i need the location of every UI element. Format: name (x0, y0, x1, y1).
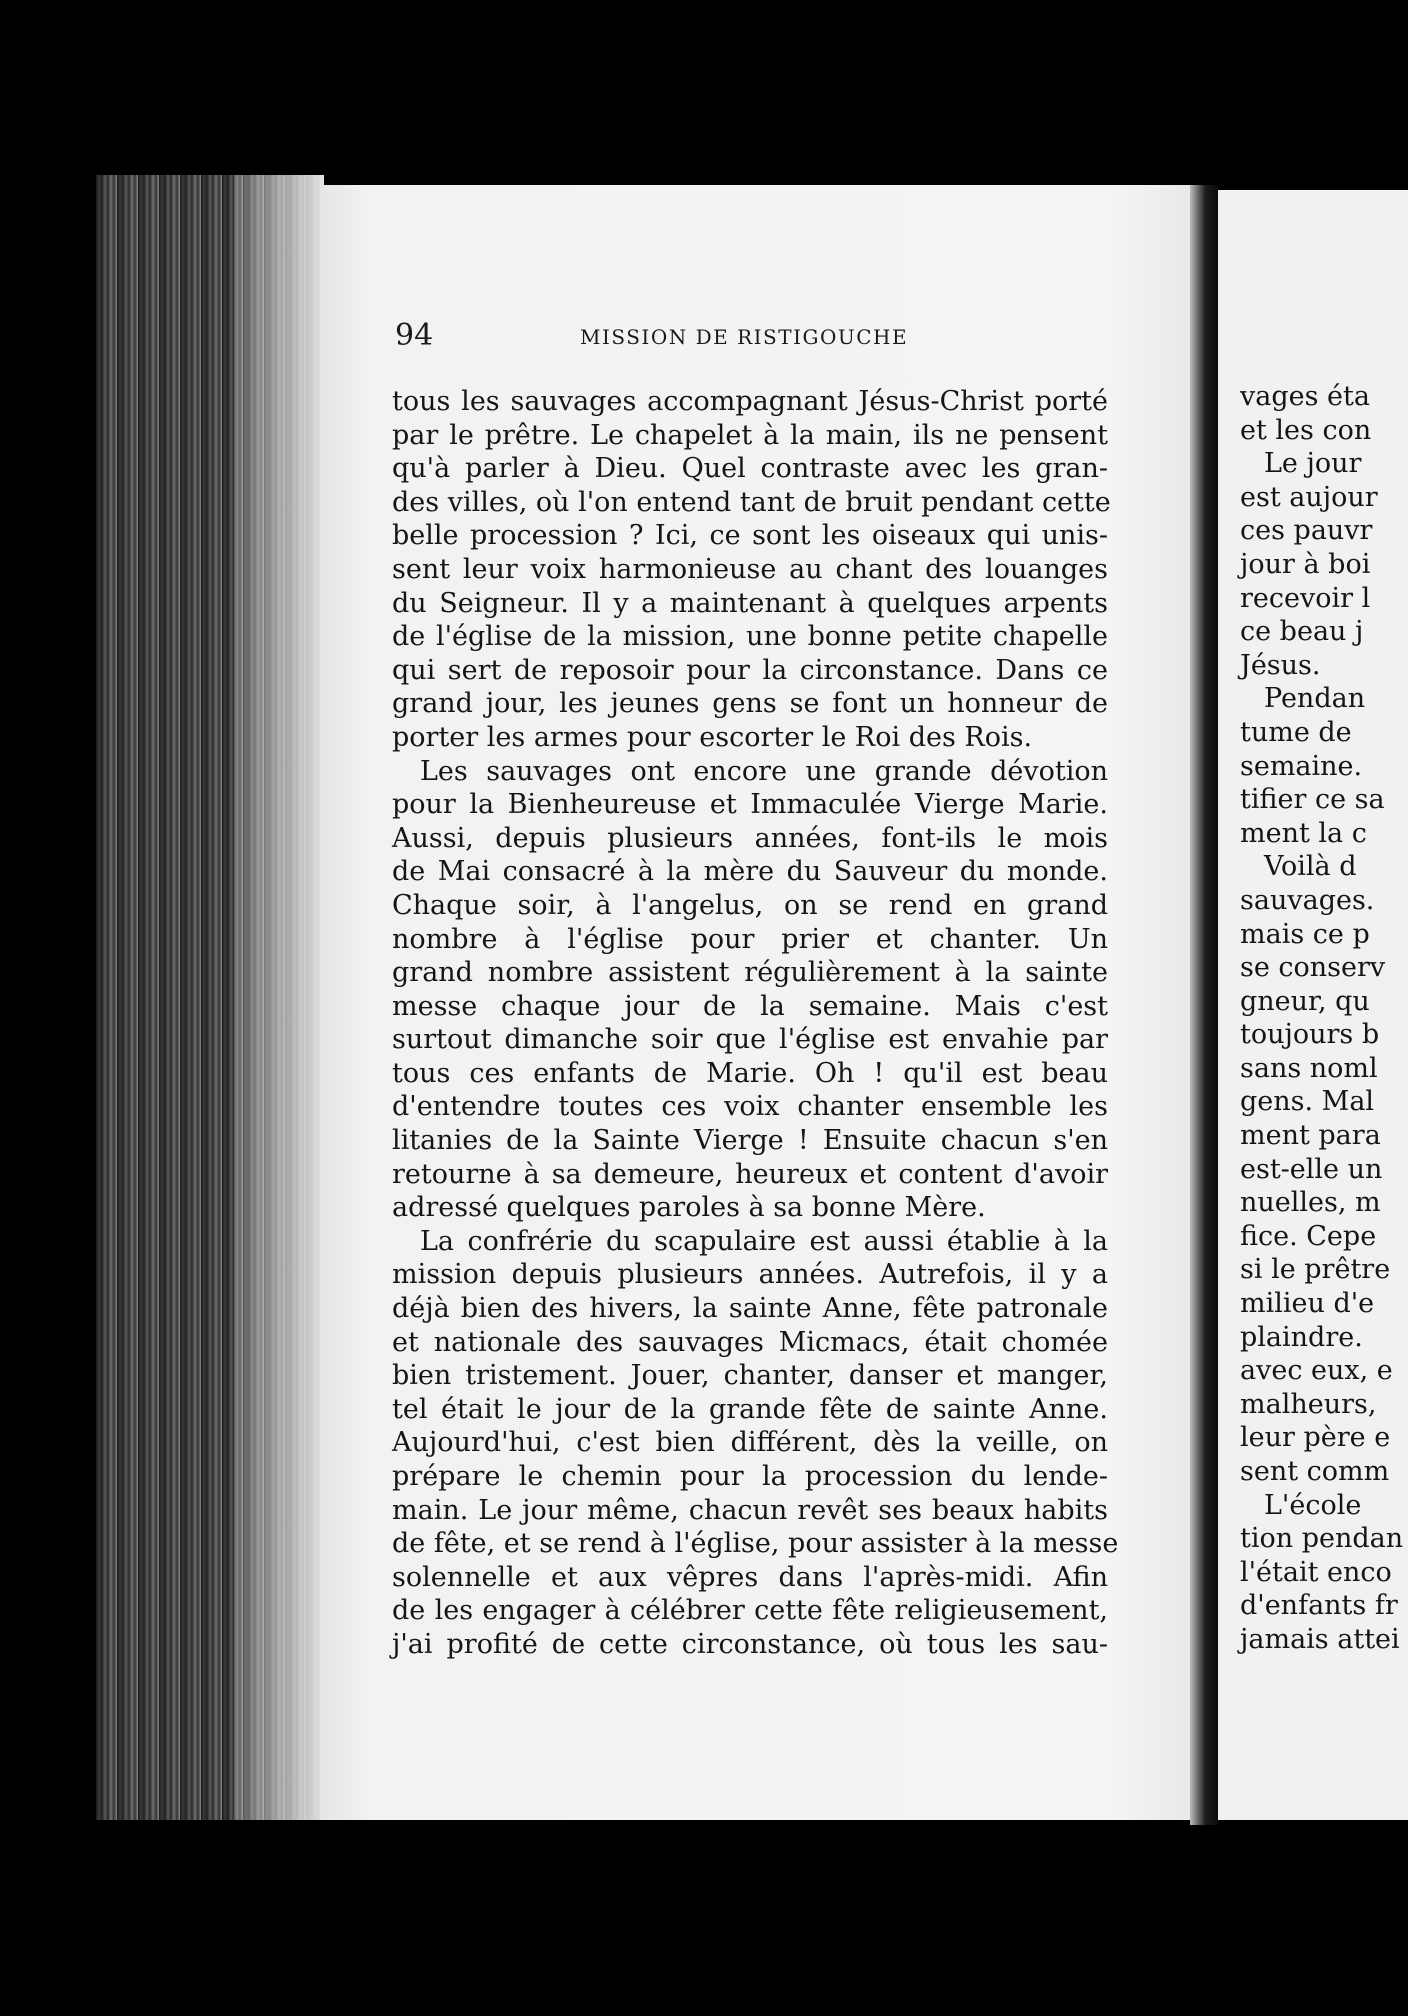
text-line: Chaque soir, à l'angelus, on se rend en grand (392, 889, 1108, 921)
text-line: recevoir l (1240, 582, 1371, 614)
text-line: porter les armes pour escorter le Roi des Rois. (392, 721, 1033, 753)
text-line: litanies de la Sainte Vierge ! Ensuite chacun s'en (392, 1125, 1108, 1157)
text-line: Le jour (1264, 448, 1362, 480)
left-page-body-text (392, 385, 1119, 1662)
text-line: bien tristement. Jouer, chanter, danser et manger, (392, 1360, 1108, 1392)
text-line: sans noml (1240, 1052, 1378, 1084)
text-line: L'école (1264, 1489, 1362, 1521)
text-line: est-elle un (1240, 1153, 1383, 1185)
text-line: solennelle et aux vêpres dans l'après-midi. Afin (392, 1561, 1108, 1593)
text-line: qui sert de reposoir pour la circonstance. Dans ce (392, 654, 1108, 686)
text-line: jamais attei (1240, 1623, 1400, 1655)
text-line: nuelles, m (1240, 1187, 1381, 1219)
text-line: Aussi, depuis plusieurs années, font-ils le mois (392, 822, 1108, 854)
text-line: tume de (1240, 716, 1352, 748)
text-line: qu'à parler à Dieu. Quel contraste avec les gran- (392, 453, 1108, 485)
text-line: main. Le jour même, chacun revêt ses beaux habits (392, 1494, 1108, 1526)
text-line: tel était le jour de la grande fête de sainte Anne. (392, 1393, 1108, 1425)
text-line: belle procession ? Ici, ce sont les oiseaux qui unis- (392, 520, 1108, 552)
right-page-body-text (1240, 380, 1408, 1657)
text-line: ces pauvr (1240, 515, 1373, 547)
text-line: de l'église de la mission, une bonne petite chapelle (392, 621, 1108, 653)
text-line: tifier ce sa (1240, 784, 1385, 816)
text-line: Pendan (1264, 683, 1366, 715)
text-line: pour la Bienheureuse et Immaculée Vierge Marie. (392, 789, 1108, 821)
text-line: Les sauvages ont encore une grande dévotion (420, 755, 1108, 787)
text-line: Jésus. (1240, 649, 1321, 681)
text-line: gens. Mal (1240, 1086, 1375, 1118)
text-line: La confrérie du scapulaire est aussi établie à la (420, 1225, 1108, 1257)
text-line: nombre à l'église pour prier et chanter. Un (392, 923, 1108, 955)
text-line: fice. Cepe (1240, 1220, 1377, 1252)
text-line: jour à boi (1240, 548, 1371, 580)
text-line: tous ces enfants de Marie. Oh ! qu'il est beau (392, 1057, 1108, 1089)
text-line: semaine. (1240, 750, 1363, 782)
text-line: milieu d'e (1240, 1288, 1375, 1320)
text-line: grand nombre assistent régulièrement à la sainte (392, 957, 1108, 989)
text-line: vages éta (1240, 381, 1370, 412)
text-line: ment la c (1240, 817, 1367, 849)
text-line: sent leur voix harmonieuse au chant des louanges (392, 553, 1108, 585)
text-line: retourne à sa demeure, heureux et content d'avoir (392, 1158, 1108, 1190)
text-line: déjà bien des hivers, la sainte Anne, fête patronale (392, 1293, 1108, 1325)
text-line: d'entendre toutes ces voix chanter ensemble les (392, 1091, 1108, 1123)
text-line: sauvages. (1240, 884, 1375, 916)
text-line: Voilà d (1264, 851, 1357, 883)
text-line: plaindre. (1240, 1321, 1363, 1353)
text-line: malheurs, (1240, 1388, 1377, 1420)
text-line: et nationale des sauvages Micmacs, était chomée (392, 1326, 1108, 1358)
text-line: j'ai profité de cette circonstance, où tous les sau- (392, 1628, 1108, 1660)
text-line: se conserv (1240, 952, 1386, 984)
text-line: leur père e (1240, 1422, 1391, 1454)
text-line: ment para (1240, 1120, 1381, 1152)
text-line: de Mai consacré à la mère du Sauveur du monde. (392, 856, 1108, 888)
text-line: sent comm (1240, 1456, 1390, 1487)
text-line: des villes, où l'on entend tant de bruit pendant cette (392, 486, 1111, 518)
text-line: l'était enco (1240, 1556, 1392, 1588)
text-line: est aujour (1240, 481, 1378, 513)
text-line: avec eux, e (1240, 1355, 1393, 1387)
book-page-edges (96, 175, 324, 1820)
text-line: adressé quelques paroles à sa bonne Mère. (392, 1192, 986, 1224)
text-line: grand jour, les jeunes gens se font un honneur de (392, 688, 1108, 720)
text-line: Aujourd'hui, c'est bien différent, dès la veille, on (392, 1427, 1108, 1459)
text-line: ce beau j (1240, 616, 1364, 648)
book-gutter (1190, 185, 1218, 1825)
text-line: mais ce p (1240, 918, 1370, 950)
text-line: si le prêtre (1240, 1254, 1391, 1286)
text-line: toujours b (1240, 1019, 1380, 1051)
text-line: tion pendan (1240, 1523, 1404, 1555)
text-line: prépare le chemin pour la procession du lende- (392, 1461, 1108, 1492)
running-title: MISSION DE RISTIGOUCHE (580, 325, 909, 349)
page-number: 94 (395, 318, 434, 353)
text-line: de fête, et se rend à l'église, pour assister à la messe (392, 1528, 1119, 1560)
page-header (395, 318, 1115, 358)
text-line: tous les sauvages accompagnant Jésus-Christ porté (392, 386, 1108, 417)
text-line: par le prêtre. Le chapelet à la main, ils ne pensent (392, 419, 1108, 451)
text-line: gneur, qu (1240, 985, 1370, 1017)
text-line: du Seigneur. Il y a maintenant à quelques arpents (392, 587, 1108, 619)
text-line: de les engager à célébrer cette fête religieusement, (392, 1595, 1108, 1627)
text-line: mission depuis plusieurs années. Autrefois, il y a (392, 1259, 1108, 1291)
text-line: surtout dimanche soir que l'église est envahie par (392, 1024, 1108, 1056)
text-line: d'enfants fr (1240, 1590, 1398, 1622)
text-line: messe chaque jour de la semaine. Mais c'est (392, 990, 1108, 1022)
text-line: et les con (1240, 414, 1372, 446)
